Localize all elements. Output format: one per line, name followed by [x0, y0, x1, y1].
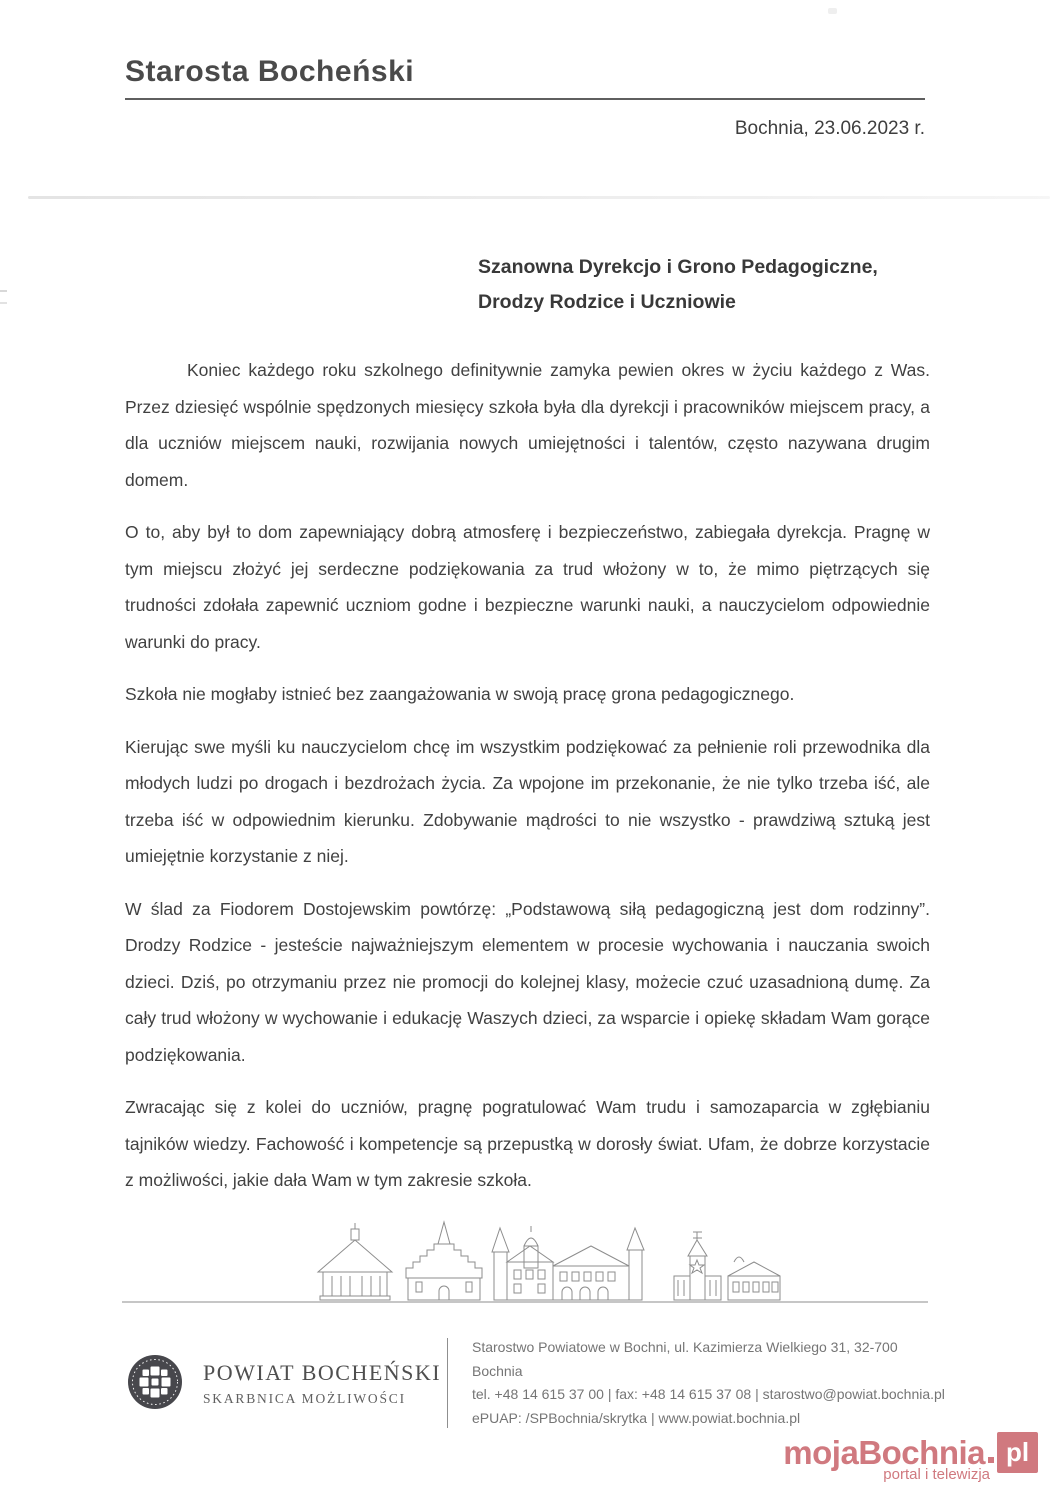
salutation: [478, 250, 878, 320]
logo-text: [203, 1360, 441, 1407]
logo-subtitle: SKARBNICA MOŻLIWOŚCI: [203, 1390, 406, 1406]
powiat-seal-icon: [125, 1352, 185, 1414]
footer-divider: [447, 1338, 448, 1428]
contact-info: [472, 1336, 945, 1430]
contact-address: Starostwo Powiatowe w Bochni, ul. Kazimierza Wielkiego 31, 32-700 Bochnia: [471, 1339, 898, 1379]
scan-artifact-mark: [0, 290, 7, 304]
sender-title: Starosta Bocheński: [125, 55, 415, 88]
paragraph: Koniec każdego roku szkolnego definitywnie zamyka pewien okres w życiu każdego z Was. Przez dziesięć wspólnie spędzonych miesięcy szkoła była dla dyrekcji i pracowników miejscem pracy, a dla uczniów miejscem nauki, rozwijania nowych umiejętności i talentów, często nazywana drugim domem.: [125, 360, 930, 490]
powiat-bochenski-logo: [125, 1352, 447, 1414]
paragraph: W ślad za Fiodorem Dostojewskim powtórzę: „Podstawową siłą pedagogiczną jest dom rodzinny”. Drodzy Rodzice - jesteście najważniejszym elementem w procesie wychowania i nauczania swoich dzieci. Dziś, po otrzymaniu przez nie promocji do kolejnej klasy, możecie czuć uzasadnioną dumę. Za cały trud włożony w wychowanie i edukację Waszych dzieci, za wsparcie i opiekę składam Wam gorące podziękowania.: [125, 898, 930, 1065]
watermark-dot: [988, 1457, 994, 1463]
logo-title: POWIAT BOCHEŃSKI: [203, 1359, 442, 1385]
mojabochnia-watermark: [783, 1432, 1038, 1483]
bochnia-skyline-drawing: [122, 1220, 928, 1308]
paragraph: Zwracając się z kolei do uczniów, pragnę pogratulować Wam trudu i samozaparcia w zgłębianiu tajników wiedzy. Fachowość i kompetencje są przepustką w dorosły świat. Ufam, że dobrze korzystacie z możliwości, jakie dała Wam w tym zakresie szkoła.: [125, 1097, 930, 1190]
watermark-brand: mojaBochnia: [783, 1434, 985, 1471]
watermark-tld-box: pl: [997, 1432, 1038, 1473]
paragraph: O to, aby był to dom zapewniający dobrą atmosferę i bezpieczeństwo, zabiegała dyrekcja. Pragnę w tym miejscu złożyć jej serdeczne podziękowania za trud włożony w to, że mimo piętrzących się trudności zdołała zapewnić uczniom godne i bezpieczne warunki nauki, a nauczycielom odpowiednie warunki do pracy.: [125, 522, 930, 652]
watermark-tagline: portal i telewizja: [883, 1466, 990, 1483]
scan-artifact-line: [28, 196, 1050, 199]
salutation-line-2: Drodzy Rodzice i Uczniowie: [478, 291, 736, 313]
letter-body: [125, 352, 930, 1215]
footer: [125, 1336, 945, 1430]
paragraph: Kierując swe myśli ku nauczycielom chcę im wszystkim podziękować za pełnienie roli przewodnika dla młodych ludzi po drogach i bezdrożach życia. Za wpojone im przekonanie, że nie tylko trzeba iść, ale trzeba iść w odpowiednim kierunku. Zdobywanie mądrości to nie wszystko - prawdziwą sztuką jest umiejętnie korzystanie z niej.: [125, 736, 930, 866]
contact-phone: tel. +48 14 615 37 00 | fax: +48 14 615 37 08 | starostwo@powiat.bochnia.pl: [471, 1386, 945, 1403]
salutation-line-1: Szanowna Dyrekcjo i Grono Pedagogiczne,: [478, 256, 878, 278]
paragraph: Szkoła nie mogłaby istnieć bez zaangażowania w swoją pracę grona pedagogicznego.: [125, 684, 795, 704]
contact-epuap: ePUAP: /SPBochnia/skrytka | www.powiat.bochnia.pl: [471, 1409, 801, 1426]
scan-artifact-dot: [828, 8, 837, 14]
letterhead: [125, 55, 925, 100]
letter-date: Bochnia, 23.06.2023 r.: [734, 118, 925, 139]
header-rule: [125, 98, 925, 100]
